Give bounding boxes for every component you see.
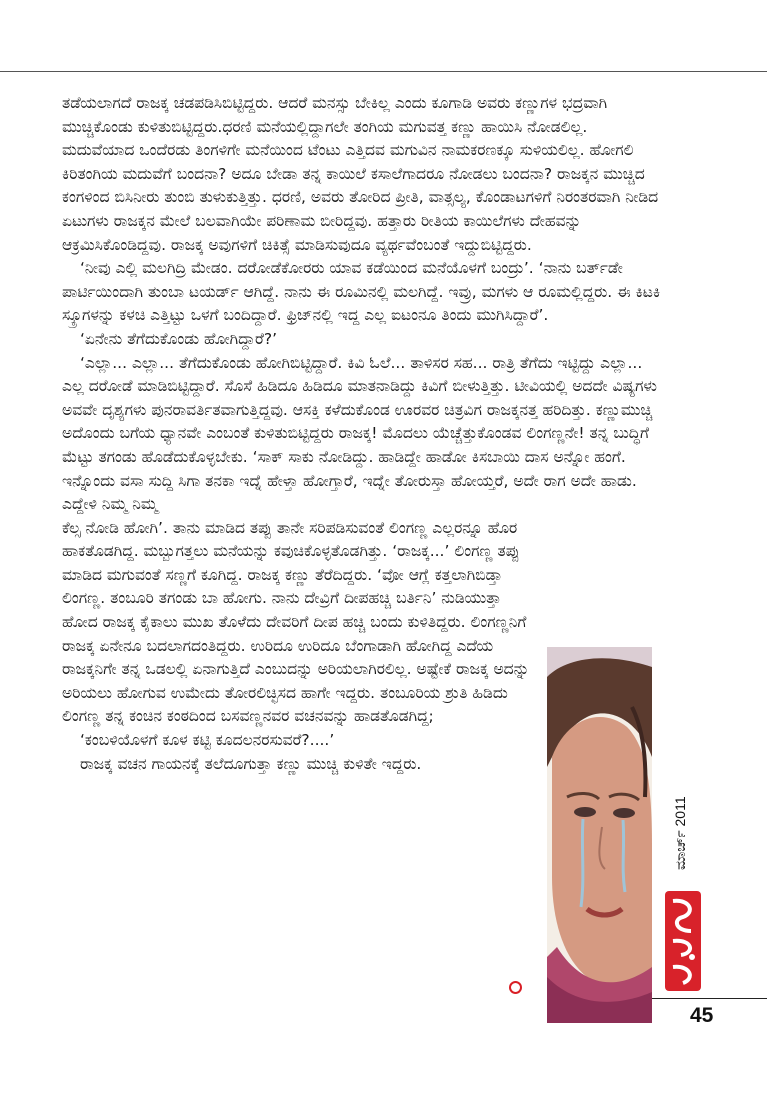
wrapped-text-block <box>62 517 540 777</box>
crying-woman-illustration <box>547 647 652 1023</box>
vachana-line: ‘ಕಂಬಳಿಯೊಳಗೆ ಕೂಳ ಕಟ್ಟಿ ಕೂದಲನರಸುವರೆ?....’ <box>80 731 335 750</box>
page-number: 45 <box>690 1004 714 1027</box>
paragraph-2: ‘ನೀವು ಎಲ್ಲಿ ಮಲಗಿದ್ರಿ ಮೇಡಂ. ದರೋಡೆಕೋರರು ಯಾವ ಕಡೆಯಿಂದ ಮನೆಯೊಳಗೆ ಬಂದ್ರು’. ‘ನಾನು ಬರ್ತ್‌ಡೇ ಪಾರ್ಟಿಯಿಂದಾಗಿ ತುಂಬಾ ಟಯರ್ಡ್ ಆಗಿದ್ದೆ. ನಾನು ಈ ರೂಮಿನಲ್ಲಿ ಮಲಗಿದ್ದೆ. ಇವ್ರು, ಮಗಳು ಆ ರೂಮಲ್ಲಿದ್ದರು. ಈ ಕಿಟಕಿ ಸ್ಕ್ರೂಗಳನ್ನು ಕಳಚಿ ಎತ್ತಿಟ್ಟು ಒಳಗೆ ಬಂದಿದ್ದಾರೆ. ಫ್ರಿಜ್‌ನಲ್ಲಿ ಇದ್ದ ಎಲ್ಲ ಐಟಂನೂ ತಿಂದು ಮುಗಿಸಿದ್ದಾರೆ’. <box>62 259 661 325</box>
paragraph-3: ‘ಏನೇನು ತೆಗೆದುಕೊಂಡು ಹೋಗಿದ್ದಾರೆ?’ <box>80 329 278 348</box>
paragraph-1: ತಡೆಯಲಾಗದೆ ರಾಜಕ್ಕ ಚಡಪಡಿಸಿಬಿಟ್ಟಿದ್ದರು. ಆದರೆ ಮನಸ್ಸು ಬೇಕಿಲ್ಲ ಎಂದು ಕೂಗಾಡಿ ಅವರು ಕಣ್ಣುಗಳ ಭದ್ರವಾಗಿ ಮುಚ್ಚಿಕೊಂಡು ಕುಳಿತುಬಿಟ್ಟಿದ್ದರು.ಧರಣಿ ಮನೆಯಲ್ಲಿದ್ದಾಗಲೇ ತಂಗಿಯ ಮಗುವತ್ತ ಕಣ್ಣು ಹಾಯಿಸಿ ನೋಡಲಿಲ್ಲ. ಮದುವೆಯಾದ ಒಂದೆರಡು ತಿಂಗಳಿಗೇ ಮನೆಯಿಂದ ಟೆಂಟು ಎತ್ತಿದವ ಮಗುವಿನ ನಾಮಕರಣಕ್ಕೂ ಸುಳಿಯಲಿಲ್ಲ. ಹೋಗಲಿ ಕಿರಿತಂಗಿಯ ಮದುವೆಗೆ ಬಂದನಾ? ಅದೂ ಬೇಡಾ ತನ್ನ ಕಾಯಿಲೆ ಕಸಾಲೆಗಾದರೂ ನೋಡಲು ಬಂದನಾ? ರಾಜಕ್ಕನ ಮುಚ್ಚಿದ ಕಂಗಳಿಂದ ಬಿಸಿನೀರು ತುಂಬಿ ತುಳುಕುತ್ತಿತ್ತು. ಧರಣಿ, ಅವರು ತೋರಿದ ಪ್ರೀತಿ, ವಾತ್ಸಲ್ಯ, ಕೊಂಡಾಟಗಳಿಗೆ ನಿರಂತರವಾಗಿ ನೀಡಿದ ಏಟುಗಳು ರಾಜಕ್ಕನ ಮೇಲೆ ಬಲವಾಗಿಯೇ ಪರಿಣಾಮ ಬೀರಿದ್ದವು. ಹತ್ತಾರು ರೀತಿಯ ಕಾಯಿಲೆಗಳು ದೇಹವನ್ನು ಆಕ್ರಮಿಸಿಕೊಂಡಿದ್ದವು. ರಾಜಕ್ಕ ಅವುಗಳಿಗೆ ಚಿಕಿತ್ಸೆ ಮಾಡಿಸುವುದೂ ವ್ಯರ್ಥವೆಂಬಂತೆ ಇದ್ದುಬಿಟ್ಟಿದ್ದರು. <box>62 94 659 254</box>
header-rule <box>0 71 767 72</box>
magazine-logo <box>663 887 705 995</box>
issue-date: ಮಾರ್ಚ್ 2011 <box>672 796 688 870</box>
paragraph-final: ರಾಜಕ್ಕ ವಚನ ಗಾಯನಕ್ಕೆ ತಲೆದೂಗುತ್ತಾ ಕಣ್ಣು ಮುಚ್ಚಿ ಕುಳಿತೇ ಇದ್ದರು. <box>80 754 422 773</box>
end-of-article-icon <box>509 981 522 994</box>
paragraph-4: ‘ಎಲ್ಲಾ... ಎಲ್ಲಾ... ತೆಗೆದುಕೊಂಡು ಹೋಗಿಬಿಟ್ಟಿದ್ದಾರೆ. ಕಿವಿ ಓಲೆ... ತಾಳಿಸರ ಸಹ... ರಾತ್ರಿ ತೆಗೆದು ಇಟ್ಟಿದ್ದು ಎಲ್ಲಾ... ಎಲ್ಲ ದರೋಡೆ ಮಾಡಿಬಿಟ್ಟಿದ್ದಾರೆ. ಸೊಸೆ ಹಿಡಿದೂ ಹಿಡಿದೂ ಮಾತನಾಡಿದ್ದು ಕಿವಿಗೆ ಬೀಳುತ್ತಿತ್ತು. ಟೀವಿಯಲ್ಲಿ ಅದದೇ ವಿಷ್ಯಗಳು ಅವವೇ ದೃಶ್ಯಗಳು ಪುನರಾವರ್ತಿತವಾಗುತ್ತಿದ್ದವು. ಆಸಕ್ತಿ ಕಳೆದುಕೊಂಡ ಊರವರ ಚಿತ್ರವಿಗ ರಾಜಕ್ಕನತ್ತ ಹರಿದಿತ್ತು. ಕಣ್ಣುಮುಚ್ಚಿ ಅದೊಂದು ಬಗೆಯ ಧ್ಯಾನವೇ ಎಂಬಂತೆ ಕುಳಿತುಬಿಟ್ಟಿದ್ದರು ರಾಜಕ್ಕ! ಮೊದಲು ಯೆಚ್ಚೆತ್ತುಕೊಂಡವ ಲಿಂಗಣ್ಣನೇ! ತನ್ನ ಬುದ್ಧಿಗೆ ಮೆಟ್ಟು ತಗಂಡು ಹೊಡೆದುಕೊಳ್ಳಬೇಕು. ‘ಸಾಕ್ ಸಾಕು ನೋಡಿದ್ದು. ಹಾಡಿದ್ದೇ ಹಾಡೋ ಕಿಸಬಾಯಿ ದಾಸ ಅನ್ನೋ ಹಂಗೆ. ಇನ್ನೊಂದು ವಸಾ ಸುದ್ದಿ ಸಿಗಾ ತನಕಾ ಇದ್ನೆ ಹೇಳ್ತಾ ಹೋಗ್ತಾರೆ, ಇದ್ನೇ ತೋರುಸ್ತಾ ಹೋಯ್ತರೆ, ಅದೇ ರಾಗ ಅದೇ ಹಾಡು. ಎದ್ದೇಳಿ ನಿಮ್ಮ ನಿಮ್ಮ <box>62 353 657 514</box>
footer-rule <box>652 998 767 999</box>
paragraph-5: ಕೆಲ್ಸ ನೋಡಿ ಹೋಗಿ’. ತಾನು ಮಾಡಿದ ತಪ್ಪು ತಾನೇ ಸರಿಪಡಿಸುವಂತೆ ಲಿಂಗಣ್ಣ ಎಲ್ಲರನ್ನೂ ಹೊರ ಹಾಕತೊಡಗಿದ್ದ. ಮಬ್ಬುಗತ್ತಲು ಮನೆಯನ್ನು ಕವುಚಿಕೊಳ್ಳತೊಡಗಿತ್ತು. ‘ರಾಜಕ್ಕ...’ ಲಿಂಗಣ್ಣ ತಪ್ಪು ಮಾಡಿದ ಮಗುವಂತೆ ಸಣ್ಣಗೆ ಕೂಗಿದ್ದ. ರಾಜಕ್ಕ ಕಣ್ಣು ತೆರೆದಿದ್ದರು. ‘ವೋ ಆಗ್ಲೆ ಕತ್ತಲಾಗಿಬಿಡ್ತಾ ಲಿಂಗಣ್ಣ. ತಂಬೂರಿ ತಗಂಡು ಬಾ ಹೋಗು. ನಾನು ದೇವ್ರಿಗೆ ದೀಪಹಚ್ಚಿ ಬರ್ತಿನಿ’ ನುಡಿಯುತ್ತಾ ಹೋದ ರಾಜಕ್ಕ ಕೈಕಾಲು ಮುಖ ತೊಳೆದು ದೇವರಿಗೆ ದೀಪ ಹಚ್ಚಿ ಬಂದು ಕುಳಿತಿದ್ದರು. ಲಿಂಗಣ್ಣನಿಗೆ ರಾಜಕ್ಕ ಏನೇನೂ ಬದಲಾಗದಂತಿದ್ದರು. ಉರಿದೂ ಉರಿದೂ ಬೆಂಗಾಡಾಗಿ ಹೋಗಿದ್ದ ಎದೆಯ ರಾಜಕ್ಕನಿಗೇ ತನ್ನ ಒಡಲಲ್ಲಿ ಏನಾಗುತ್ತಿದೆ ಎಂಬುದನ್ನು ಅರಿಯಲಾಗಿರಲಿಲ್ಲ. ಅಷ್ಟೇಕೆ ರಾಜಕ್ಕ ಅದನ್ನು ಅರಿಯಲು ಹೋಗುವ ಉಮೇದು ತೋರಲಿಚ್ಛಿಸದ ಹಾಗೇ ಇದ್ದರು. ತಂಬೂರಿಯ ಶ್ರುತಿ ಹಿಡಿದು ಲಿಂಗಣ್ಣ ತನ್ನ ಕಂಚಿನ ಕಂಠದಿಂದ ಬಸವಣ್ಣನವರ ವಚನವನ್ನು ಹಾಡತೊಡಗಿದ್ದ; <box>62 518 530 726</box>
